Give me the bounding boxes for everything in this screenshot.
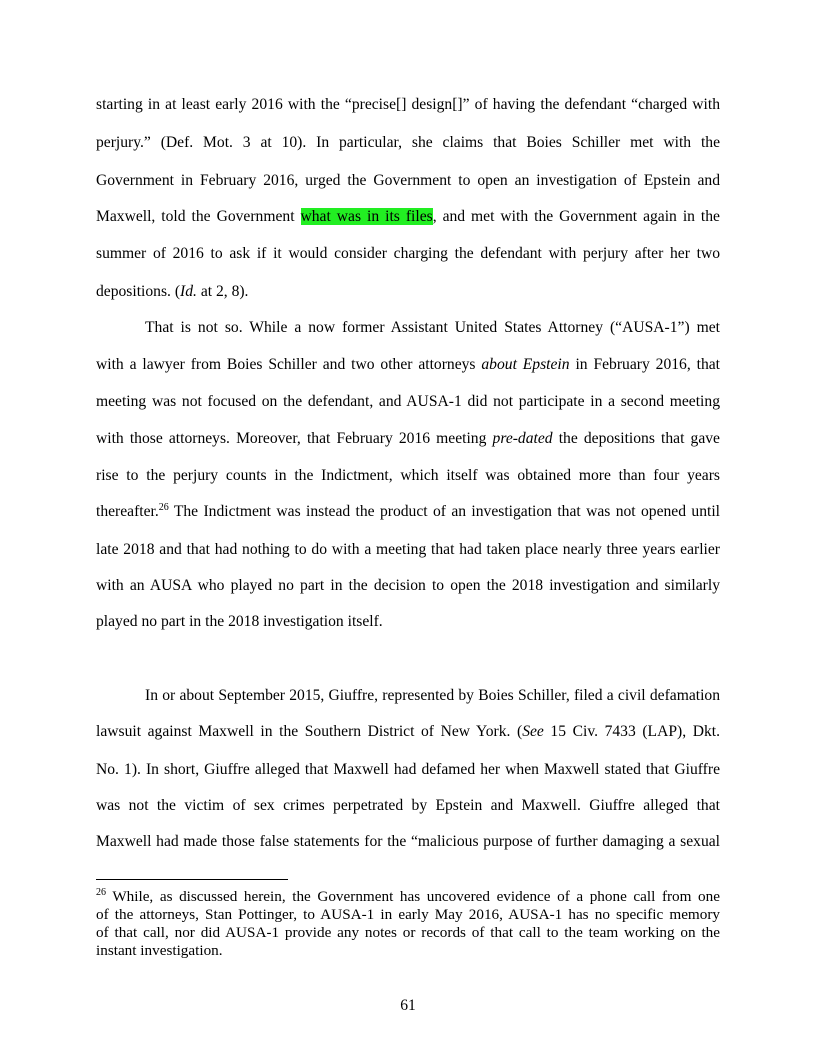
body-line: thereafter.$^{26}$ The Indictment was instead the product of an investigation that was not opened until	[96, 502, 720, 520]
body-line: with an AUSA who played no part in the decision to open the 2018 investigation and similarly	[96, 577, 720, 594]
body-line: with a lawyer from Boies Schiller and two other attorneys about Epstein in February 2016, that	[96, 356, 720, 373]
body-line: late 2018 and that had nothing to do with a meeting that had taken place nearly three years earlier	[96, 541, 720, 558]
body-line: perjury.” (Def. Mot. 3 at 10). In particular, she claims that Boies Schiller met with the	[96, 134, 720, 151]
body-line: rise to the perjury counts in the Indictment, which itself was obtained more than four years	[96, 467, 720, 484]
body-line: with those attorneys. Moreover, that February 2016 meeting pre-dated the depositions that gave	[96, 430, 720, 447]
body-line: summer of 2016 to ask if it would consider charging the defendant with perjury after her two	[96, 245, 720, 262]
footnote-line: of the attorneys, Stan Pottinger, to AUSA-1 in early May 2016, AUSA-1 has no specific memory	[96, 906, 720, 923]
body-line: That is not so. While a now former Assistant United States Attorney (“AUSA-1”) met	[145, 319, 720, 336]
body-line: meeting was not focused on the defendant, and AUSA-1 did not participate in a second meeting	[96, 393, 720, 410]
body-line: lawsuit against Maxwell in the Southern District of New York. (See 15 Civ. 7433 (LAP), Dkt.	[96, 723, 720, 740]
footnote-line: of that call, nor did AUSA-1 provide any notes or records of that call to the team working on the	[96, 924, 720, 941]
body-line: depositions. (Id. at 2, 8).	[96, 283, 249, 300]
body-line: Maxwell had made those false statements for the “malicious purpose of further damaging a sexual	[96, 833, 720, 850]
body-line: starting in at least early 2016 with the “precise[] design[]” of having the defendant “charged with	[96, 96, 720, 113]
footnote-reference[interactable]: 26	[158, 502, 169, 513]
page-number: 61	[400, 997, 416, 1014]
footnote-separator	[96, 879, 288, 880]
body-line: was not the victim of sex crimes perpetrated by Epstein and Maxwell. Giuffre alleged that	[96, 797, 720, 814]
footnote-line: $^{26}$ While, as discussed herein, the Government has uncovered evidence of a phone call from one	[96, 887, 720, 905]
body-line: played no part in the 2018 investigation itself.	[96, 613, 383, 630]
footnote-marker: 26	[96, 887, 106, 898]
footnote-line: instant investigation.	[96, 942, 223, 959]
body-line: Government in February 2016, urged the Government to open an investigation of Epstein and	[96, 172, 720, 189]
body-line: Maxwell, told the Government what was in its files, and met with the Government again in the	[96, 208, 720, 225]
citation-italic: Id.	[180, 283, 197, 300]
body-line: No. 1). In short, Giuffre alleged that Maxwell had defamed her when Maxwell stated that Giuffre	[96, 761, 720, 778]
body-line: In or about September 2015, Giuffre, represented by Boies Schiller, filed a civil defamation	[145, 687, 720, 704]
highlighted-text: what was in its files	[300, 208, 433, 225]
